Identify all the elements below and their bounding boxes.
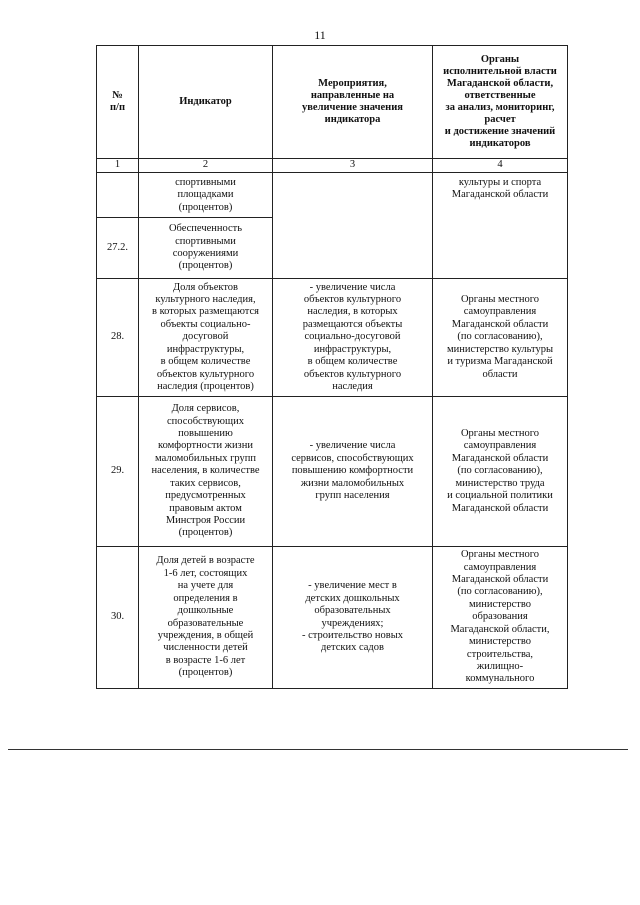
indicator-cell: Обеспеченность спортивными сооружениями (процентов) bbox=[139, 218, 273, 279]
responsible-bodies-cell: Органы местного самоуправления Магаданской области (по согласованию), министерство труда и социальной политики Магаданской области bbox=[433, 397, 568, 547]
header-number: № п/п bbox=[97, 46, 139, 159]
responsible-bodies-cell: Органы местного самоуправления Магаданской области (по согласованию), министерство образования Магаданской области, министерство строительства, жилищно- коммунального bbox=[433, 547, 568, 689]
header-indicator: Индикатор bbox=[139, 46, 273, 159]
row-number: 28. bbox=[97, 279, 139, 397]
table-row bbox=[97, 279, 568, 397]
header-measures: Мероприятия, направленные на увеличение значения индикатора bbox=[273, 46, 433, 159]
indicators-table bbox=[96, 45, 568, 689]
column-number: 2 bbox=[139, 159, 273, 173]
measures-cell bbox=[273, 173, 433, 279]
indicator-cell: спортивными площадками (процентов) bbox=[139, 173, 273, 218]
indicator-cell: Доля сервисов, способствующих повышению комфортности жизни маломобильных групп населения, в количестве таких сервисов, предусмотренных правовым актом Минстроя России (процентов) bbox=[139, 397, 273, 547]
row-number: 29. bbox=[97, 397, 139, 547]
responsible-bodies-cell: культуры и спорта Магаданской области bbox=[433, 173, 568, 279]
table-row bbox=[97, 173, 568, 218]
header-responsible-bodies: Органы исполнительной власти Магаданской области, ответственные за анализ, мониторинг, расчет и достижение значений индикаторов bbox=[433, 46, 568, 159]
row-number bbox=[97, 173, 139, 218]
measures-cell: - увеличение мест в детских дошкольных образовательных учреждениях; - строительство новых детских садов bbox=[273, 547, 433, 689]
indicator-cell: Доля детей в возрасте 1-6 лет, состоящих на учете для определения в дошкольные образовательные учреждения, в общей численности детей в возрасте 1-6 лет (процентов) bbox=[139, 547, 273, 689]
indicator-cell: Доля объектов культурного наследия, в которых размещаются объекты социально- досуговой инфраструктуры, в общем количестве объектов культурного наследия (процентов) bbox=[139, 279, 273, 397]
header-row bbox=[97, 46, 568, 159]
row-number: 27.2. bbox=[97, 218, 139, 279]
table-row bbox=[97, 397, 568, 547]
page-number: 11 bbox=[314, 28, 326, 42]
measures-cell: - увеличение числа объектов культурного наследия, в которых размещаются объекты социально-досуговой инфраструктуры, в общем количестве объектов культурного наследия bbox=[273, 279, 433, 397]
row-number: 30. bbox=[97, 547, 139, 689]
column-number-row bbox=[97, 159, 568, 173]
column-number: 4 bbox=[433, 159, 568, 173]
measures-cell: - увеличение числа сервисов, способствующих повышению комфортности жизни маломобильных групп населения bbox=[273, 397, 433, 547]
responsible-bodies-cell: Органы местного самоуправления Магаданской области (по согласованию), министерство культуры и туризма Магаданской области bbox=[433, 279, 568, 397]
table-row bbox=[97, 547, 568, 689]
column-number: 3 bbox=[273, 159, 433, 173]
footer-divider bbox=[8, 749, 628, 750]
column-number: 1 bbox=[97, 159, 139, 173]
